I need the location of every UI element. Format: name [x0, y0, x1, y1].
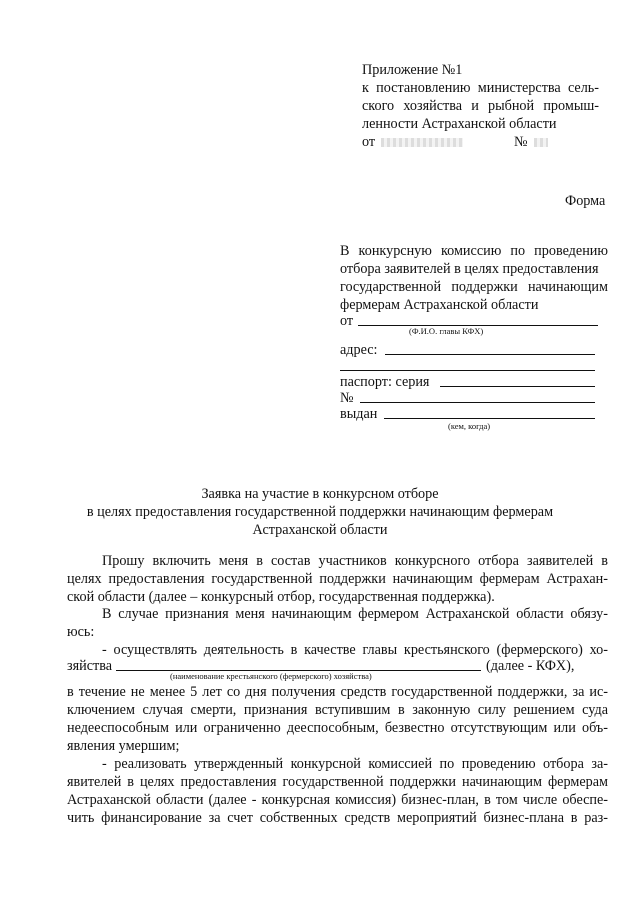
appendix-title: Приложение №1: [362, 62, 463, 78]
addressee-line: государственной поддержки начинающим: [340, 279, 608, 295]
paragraph-line: явителей в целях предоставления государственной поддержки начинающим фермерам: [67, 774, 608, 790]
address-field[interactable]: [385, 341, 595, 355]
paragraph-line: - осуществлять деятельность в качестве главы крестьянского (фермерского) хо-: [102, 642, 608, 658]
passport-number-field[interactable]: [360, 389, 595, 403]
passport-series-field[interactable]: [440, 373, 595, 387]
paragraph-line: В случае признания меня начинающим фермером Астраханской области обязу-: [102, 606, 608, 622]
appendix-number-label: №: [514, 134, 528, 150]
addressee-line: отбора заявителей в целях предоставления: [340, 261, 599, 277]
title-line: в целях предоставления государственной поддержки начинающим фермерам: [86, 504, 554, 520]
farm-label: зяйства: [67, 658, 113, 674]
paragraph-line: - реализовать утвержденный конкурсной комиссией по проведению отбора за-: [102, 756, 608, 772]
paragraph-line: юсь:: [67, 624, 95, 640]
fio-caption: (Ф.И.О. главы КФХ): [409, 326, 484, 336]
farm-abbr-label: (далее - КФХ),: [486, 658, 575, 674]
title-line: Заявка на участие в конкурсном отборе: [201, 486, 439, 502]
appendix-line: ленности Астраханской области: [362, 116, 557, 132]
address-label: адрес:: [340, 342, 378, 358]
redacted-date: [381, 138, 463, 147]
redacted-number: [534, 138, 548, 147]
paragraph-line: ской области (далее – конкурсный отбор, государственная поддержка).: [67, 589, 495, 605]
appendix-line: к постановлению министерства сель-: [362, 80, 599, 96]
paragraph-line: Астраханской области (далее - конкурсная комиссия) бизнес-план, в том числе обеспе-: [67, 792, 608, 808]
paragraph-line: чить финансирование за счет собственных средств мероприятий бизнес-плана в раз-: [67, 810, 608, 826]
passport-number-label: №: [340, 390, 354, 406]
appendix-date-label: от: [362, 134, 376, 150]
addressee-line: фермерам Астраханской области: [340, 297, 539, 313]
farm-name-field[interactable]: [116, 657, 481, 671]
address-field-2[interactable]: [340, 357, 595, 371]
paragraph-line: недееспособным или ограниченно дееспособным, безвестно отсутствующим или объ-: [67, 720, 608, 736]
paragraph-line: в течение не менее 5 лет со дня получения средств государственной поддержки, за ис-: [67, 684, 608, 700]
paragraph-line: Прошу включить меня в состав участников конкурсного отбора заявителей в: [102, 553, 608, 569]
farm-name-caption: (наименование крестьянского (фермерского) хозяйства): [170, 671, 372, 681]
from-label: от: [340, 313, 354, 329]
passport-label: паспорт: серия: [340, 374, 430, 390]
addressee-line: В конкурсную комиссию по проведению: [340, 243, 608, 259]
fio-field[interactable]: [358, 312, 598, 326]
issued-caption: (кем, когда): [448, 421, 491, 431]
title-line: Астраханской области: [252, 522, 388, 538]
paragraph-line: ключением случая смерти, признания вступившим в законную силу решением суда: [67, 702, 608, 718]
paragraph-line: явления умершим;: [67, 738, 180, 754]
issued-label: выдан: [340, 406, 378, 422]
form-label: Форма: [565, 193, 606, 209]
paragraph-line: целях предоставления государственной поддержки начинающим фермерам Астрахан-: [67, 571, 608, 587]
issued-field[interactable]: [384, 405, 595, 419]
appendix-line: ского хозяйства и рыбной промыш-: [362, 98, 599, 114]
